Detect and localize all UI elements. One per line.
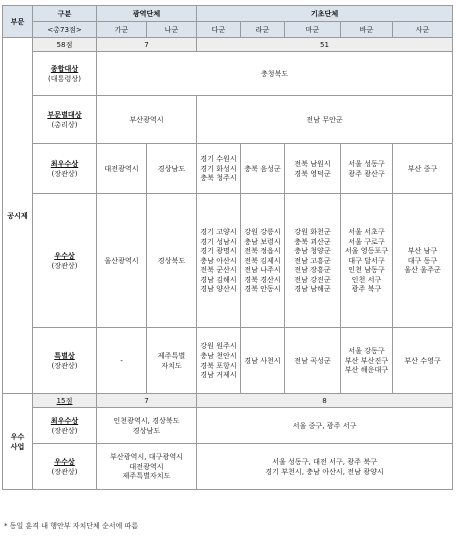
subheader-ma: 마군 <box>285 22 341 38</box>
subheader-sa: 사군 <box>393 22 453 38</box>
usu-excellence-gicho: 서울 성동구, 대전 서구, 광주 북구 경기 부천시, 충남 아산시, 전남 광양시 <box>197 444 453 490</box>
gongsije-gicho-points: 51 <box>197 38 453 52</box>
subheader-da: 다군 <box>197 22 241 38</box>
gongsije-gwangyeok-points: 7 <box>97 38 197 52</box>
award-grand-prize <box>33 52 97 96</box>
usu-excellence-gwangyeok: 부산광역시, 대구광역시 대전광역시 제주특별자치도 <box>97 444 197 490</box>
usu-top-gwangyeok: 인천광역시, 경상북도 경상남도 <box>97 408 197 444</box>
award-name: 우수상 <box>54 456 75 466</box>
top-excellence-ra: 충북 음성군 <box>241 144 285 194</box>
usu-award-excellence <box>33 444 97 490</box>
award-special <box>33 328 97 394</box>
excellence-ba: 서울 서초구 서울 구로구 서울 영등포구 대구 달서구 인천 남동구 인천 서구 광주 북구 <box>341 194 393 328</box>
excellence-na: 경상북도 <box>147 194 197 328</box>
special-sa: 부산 수영구 <box>393 328 453 394</box>
usu-award-top <box>33 408 97 444</box>
award-name: 최우수상 <box>50 158 79 168</box>
award-name: 특별상 <box>54 350 75 360</box>
subheader-ba: 바군 <box>341 22 393 38</box>
header-gubun: 구분 <box>33 6 97 22</box>
header-bumun: 부문 <box>3 6 33 38</box>
top-excellence-na: 경상남도 <box>147 144 197 194</box>
section-usu: 우수 사업 <box>3 394 33 490</box>
award-rank: (장관상) <box>51 466 78 476</box>
award-rank: (장관상) <box>51 260 78 270</box>
award-rank: (총리상) <box>51 119 78 129</box>
special-na: 제주특별 자치도 <box>147 328 197 394</box>
award-rank: (대통령상) <box>48 73 81 83</box>
subheader-ga: 가군 <box>97 22 147 38</box>
award-rank: (장관상) <box>51 425 78 435</box>
award-excellence <box>33 194 97 328</box>
category-prize-gicho: 전남 무안군 <box>197 96 453 144</box>
header-total-points: <총73점> <box>33 22 97 38</box>
award-category-prize <box>33 96 97 144</box>
excellence-ra: 강원 강릉시 충남 보령시 전북 정읍시 전북 김제시 전남 나주시 경북 경산시 경북 안동시 <box>241 194 285 328</box>
subheader-ra: 라군 <box>241 22 285 38</box>
usu-points: 15점 <box>33 394 97 408</box>
top-excellence-sa: 부산 중구 <box>393 144 453 194</box>
special-ga: - <box>97 328 147 394</box>
gongsije-points: 58점 <box>33 38 97 52</box>
excellence-ma: 강원 화천군 충북 괴산군 충남 청양군 전남 고흥군 전남 장흥군 전남 강진군 경남 남해군 <box>285 194 341 328</box>
excellence-sa: 부산 남구 대구 동구 울산 울주군 <box>393 194 453 328</box>
subheader-na: 나군 <box>147 22 197 38</box>
special-ma: 전남 곡성군 <box>285 328 341 394</box>
top-excellence-ma: 전북 남원시 경북 영덕군 <box>285 144 341 194</box>
special-ba: 서울 강동구 부산 부산진구 부산 해운대구 <box>341 328 393 394</box>
award-rank: (장관상) <box>51 360 78 370</box>
footnote: * 동일 훈격 내 행안부 자치단체 순서에 따름 <box>4 522 139 530</box>
award-rank: (장관상) <box>51 168 78 178</box>
category-prize-gwangyeok: 부산광역시 <box>97 96 197 144</box>
award-top-excellence <box>33 144 97 194</box>
award-name: 부문별대상 <box>47 109 82 119</box>
header-gicho: 기초단체 <box>197 6 453 22</box>
award-name: 종합대상 <box>50 63 79 73</box>
special-da: 강원 원주시 충남 천안시 경북 포항시 경남 거제시 <box>197 328 241 394</box>
section-gongsije: 공시제 <box>3 38 33 394</box>
top-excellence-ga: 대전광역시 <box>97 144 147 194</box>
top-excellence-da: 경기 수원시 경기 화성시 충북 청주시 <box>197 144 241 194</box>
award-name: 최우수상 <box>50 415 79 425</box>
usu-gwangyeok-points: 7 <box>97 394 197 408</box>
excellence-ga: 울산광역시 <box>97 194 147 328</box>
special-ra: 경남 사천시 <box>241 328 285 394</box>
usu-gicho-points: 8 <box>197 394 453 408</box>
award-name: 우수상 <box>54 250 75 260</box>
header-gwangyeok: 광역단체 <box>97 6 197 22</box>
awards-table <box>2 5 453 490</box>
grand-prize-winner: 충청북도 <box>97 52 453 96</box>
top-excellence-ba: 서울 성동구 광주 광산구 <box>341 144 393 194</box>
usu-top-gicho: 서울 중구, 광주 서구 <box>197 408 453 444</box>
excellence-da: 경기 고양시 경기 성남시 경기 광명시 충남 아산시 전북 군산시 경남 김해시 경남 양산시 <box>197 194 241 328</box>
